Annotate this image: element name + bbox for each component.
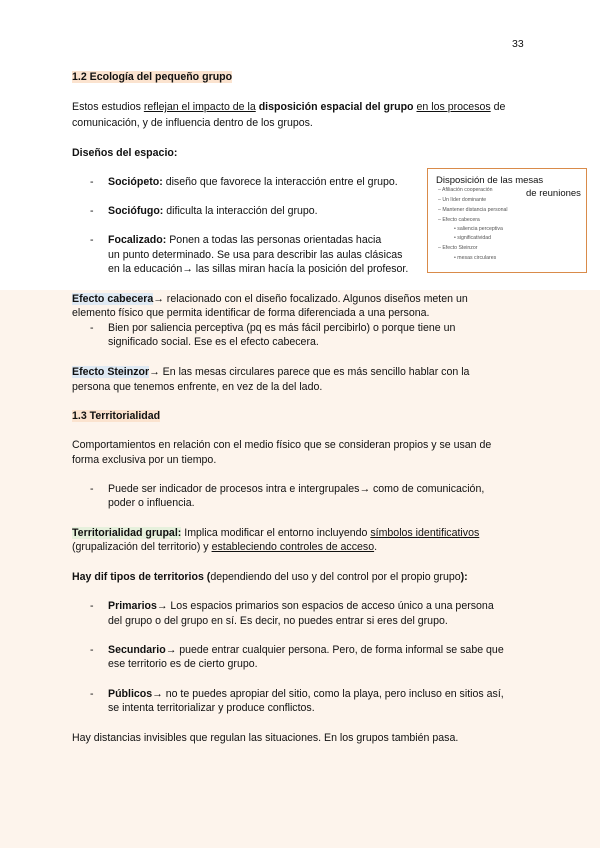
box-title: Disposición de las mesas xyxy=(436,175,544,186)
tipo-secundario xyxy=(108,644,504,657)
list-item-sociopeto xyxy=(108,176,398,189)
page-number: 33 xyxy=(512,38,524,50)
publicos-line-2: se intenta territorializar y produce conflictos. xyxy=(108,702,315,714)
publicos-line-1: → no te puedes apropiar del sitio, como la playa, pero incluso en sitios así, xyxy=(152,688,504,700)
territorialidad-grupal-line2-post: . xyxy=(374,541,378,553)
cabecera-line-1 xyxy=(72,293,468,306)
text-sociofugo: dificulta la interacción del grupo. xyxy=(166,205,318,217)
intro-bold: disposición espacial del grupo xyxy=(258,101,414,113)
secundario-line-2: ese territorio es de cierto grupo. xyxy=(108,658,258,670)
territorialidad-p1: Comportamientos en relación con el medio físico que se consideran propios y se usan de xyxy=(72,439,492,451)
intro-post: de xyxy=(493,101,506,113)
cabecera-sub-1: Bien por saliencia perceptiva (pq es más fácil percibirlo) o porque tiene un xyxy=(108,322,456,334)
text-sociopeto: diseño que favorece la interacción entre el grupo. xyxy=(165,176,398,188)
section-heading-1-3-text: 1.3 Territorialidad xyxy=(72,410,161,422)
box-subitem: • saliencia perceptiva xyxy=(454,226,503,232)
territorialidad-grupal-underline-2: estableciendo controles de acceso xyxy=(211,541,375,553)
intro-underline-2: en los procesos xyxy=(416,101,491,113)
primarios-line-2: del grupo o del grupo en sí. Es decir, no puedes entrar si eres del grupo. xyxy=(108,615,448,627)
secundario-line-1: → puede entrar cualquier persona. Pero, de forma informal se sabe que xyxy=(165,644,504,656)
section-heading-1-2-text: 1.2 Ecología del pequeño grupo xyxy=(72,71,233,83)
box-subitem: • mesas circulares xyxy=(454,255,497,261)
primarios-line-1: → Los espacios primarios son espacios de acceso único a una persona xyxy=(156,600,494,612)
tipo-secundario-bullet: - xyxy=(90,644,94,656)
territorialidad-sub-bullet: - xyxy=(90,483,94,495)
bullet-sociofugo-marker: - xyxy=(90,205,94,217)
tipos-heading-bold: Hay dif tipos de territorios ( xyxy=(72,571,211,583)
box-item: – Efecto cabecera xyxy=(438,217,480,223)
cabecera-line-2: elemento físico que permita identificar de forma diferenciada a una persona. xyxy=(72,307,430,319)
box-item: – Un líder dominante xyxy=(438,197,487,203)
tipo-primarios xyxy=(108,600,494,613)
tipos-heading-normal: dependiendo del uso y del control por el propio grupo xyxy=(210,571,461,583)
territorialidad-grupal-line2-pre: (grupalización del territorio) y xyxy=(72,541,209,553)
term-sociopeto: Sociópeto: xyxy=(108,176,163,188)
intro-pre: Estos estudios xyxy=(72,101,141,113)
steinzor-line-2: persona que tenemos enfrente, en vez de la del lado. xyxy=(72,381,323,393)
territorialidad-grupal-line-1 xyxy=(72,527,479,540)
box-item: – Mantener distancia personal xyxy=(438,207,508,213)
territorialidad-grupal-underline-1: símbolos identificativos xyxy=(370,527,480,539)
box-subitem: • significatividad xyxy=(454,235,492,241)
bullet-sociopeto-marker: - xyxy=(90,176,94,188)
focalizado-line-2: un punto determinado. Se usa para describir las aulas clásicas xyxy=(108,249,403,261)
box-item: – Efecto Steinzor xyxy=(438,245,478,251)
term-secundario: Secundario xyxy=(108,644,166,656)
intro-underline-1: reflejan el impacto de la xyxy=(143,101,256,113)
territorialidad-sub-2: poder o influencia. xyxy=(108,497,195,509)
territorialidad-grupal-line-2 xyxy=(72,541,377,554)
cabecera-sub-2: significado social. Ese es el efecto cabecera. xyxy=(108,336,319,348)
closing-paragraph: Hay distancias invisibles que regulan las situaciones. En los grupos también pasa. xyxy=(72,732,459,744)
term-primarios: Primarios xyxy=(108,600,157,612)
term-cabecera: Efecto cabecera xyxy=(72,293,154,305)
intro-line-1 xyxy=(72,101,505,114)
list-item-sociofugo xyxy=(108,205,318,218)
tipo-publicos-bullet: - xyxy=(90,688,94,700)
section-heading-1-2 xyxy=(72,71,232,84)
tipos-heading-end: ): xyxy=(460,571,468,583)
box-item: – Afiliación cooperación xyxy=(438,187,493,193)
box-title-2: de reuniones xyxy=(526,188,581,199)
territorialidad-p2: forma exclusiva por un tiempo. xyxy=(72,454,217,466)
term-sociofugo: Sociófugo: xyxy=(108,205,164,217)
term-publicos: Públicos xyxy=(108,688,153,700)
disenos-heading-text: Diseños del espacio: xyxy=(72,147,178,159)
term-territorialidad-grupal: Territorialidad grupal: xyxy=(72,527,182,539)
disenos-heading xyxy=(72,147,177,160)
term-focalizado: Focalizado: xyxy=(108,234,167,246)
term-steinzor: Efecto Steinzor xyxy=(72,366,150,378)
cabecera-sub-bullet: - xyxy=(90,322,94,334)
territorialidad-sub-1: Puede ser indicador de procesos intra e intergrupales→ como de comunicación, xyxy=(108,483,485,495)
list-item-focalizado xyxy=(108,234,381,247)
intro-line-2: comunicación, y de influencia dentro de los grupos. xyxy=(72,117,313,129)
tipo-primarios-bullet: - xyxy=(90,600,94,612)
mesas-diagram-box xyxy=(427,168,587,273)
text-focalizado: Ponen a todas las personas orientadas hacia xyxy=(169,234,382,246)
steinzor-text: → En las mesas circulares parece que es más sencillo hablar con la xyxy=(149,366,470,378)
bullet-focalizado-marker: - xyxy=(90,234,94,246)
section-heading-1-3 xyxy=(72,410,160,423)
steinzor-line-1 xyxy=(72,366,469,379)
territorialidad-grupal-pre: Implica modificar el entorno incluyendo xyxy=(184,527,368,539)
cabecera-text: → relacionado con el diseño focalizado. Algunos diseños meten un xyxy=(153,293,468,305)
focalizado-line-3: en la educación→ las sillas miran hacía la posición del profesor. xyxy=(108,263,409,275)
tipo-publicos xyxy=(108,688,504,701)
tipos-heading xyxy=(72,571,468,584)
